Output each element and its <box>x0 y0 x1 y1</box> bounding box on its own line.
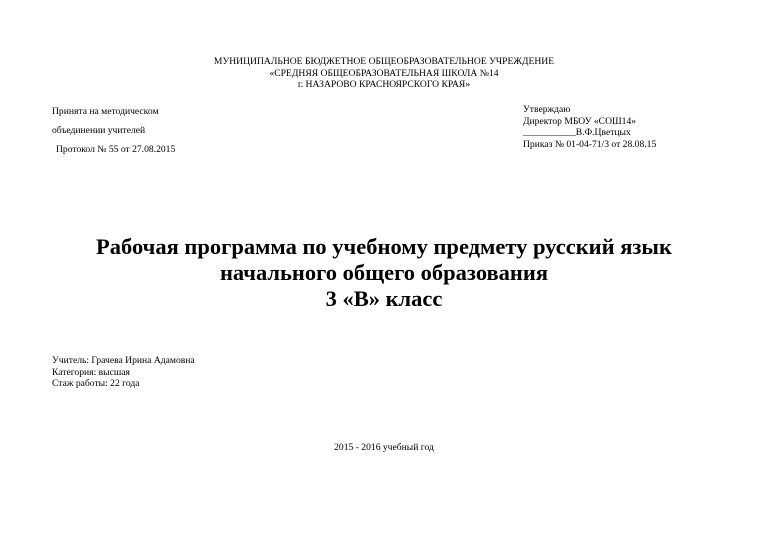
order-line: Приказ № 01-04-71/3 от 28.08.15 <box>523 138 657 150</box>
document-title <box>0 234 768 312</box>
teacher-name: Учитель: Грачева Ирина Адамовна <box>52 355 195 366</box>
director-name: В.Ф.Цветцых <box>575 127 631 139</box>
approved-line-2: Директор МБОУ «СОШ14» <box>523 115 637 127</box>
title-line-1: Рабочая программа по учебному предмету русский язык <box>96 234 672 259</box>
header-line-1: МУНИЦИПАЛЬНОЕ БЮДЖЕТНОЕ ОБЩЕОБРАЗОВАТЕЛЬНОЕ УЧРЕЖДЕНИЕ <box>213 56 555 67</box>
signature-line: ___________ <box>523 127 576 139</box>
header-line-3: г. НАЗАРОВО КРАСНОЯРСКОГО КРАЯ» <box>297 79 471 90</box>
school-year: 2015 - 2016 учебный год <box>334 442 434 453</box>
approved-block <box>523 104 656 150</box>
accepted-line-2: объединении учителей <box>52 125 146 136</box>
header-line-2: «СРЕДНЯЯ ОБЩЕОБРАЗОВАТЕЛЬНАЯ ШКОЛА №14 <box>269 67 499 79</box>
teacher-experience: Стаж работы: 22 года <box>52 378 140 389</box>
teacher-category: Категория: высшая <box>52 366 130 378</box>
school-header <box>0 56 768 91</box>
accepted-line-1: Принята на методическом <box>52 106 159 117</box>
title-line-2: начального общего образования <box>219 260 549 285</box>
protocol-line: Протокол № 55 от 27.08.2015 <box>56 144 176 155</box>
teacher-info <box>52 355 195 390</box>
title-line-3: 3 «В» класс <box>325 286 443 311</box>
signature-row <box>523 127 656 139</box>
approved-line-1: Утверждаю <box>523 104 571 115</box>
